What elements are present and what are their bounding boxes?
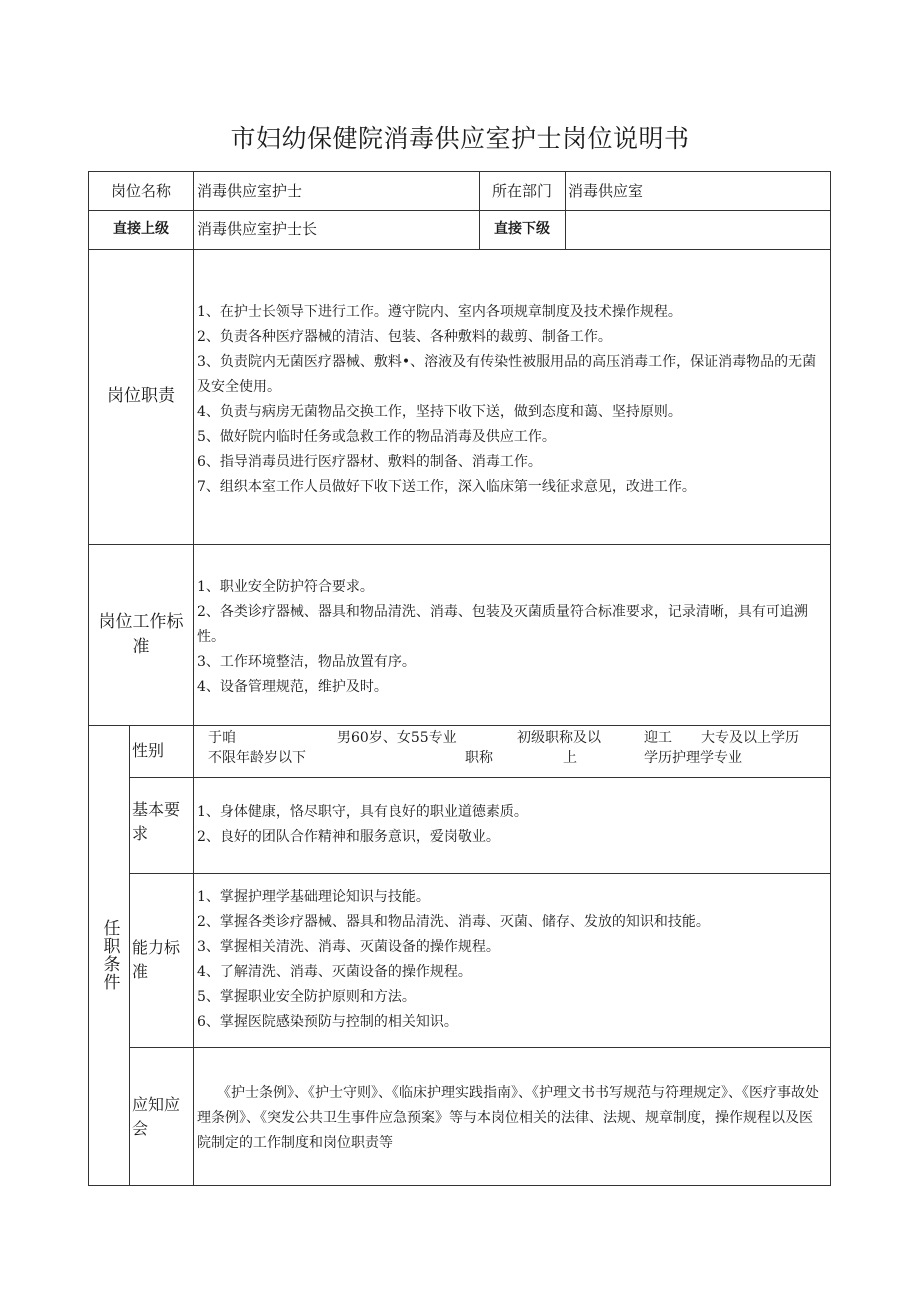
duty-item: 6、指导消毒员进行医疗器材、敷料的制备、消毒工作。	[197, 454, 542, 470]
standard-item: 3、工作环境整洁，物品放置有序。	[197, 654, 416, 670]
gender-cell-4a: 迎工	[644, 730, 672, 746]
duty-item: 1、在护士长领导下进行工作。遵守院内、室内各项规章制度及技术操作规程。	[197, 304, 682, 320]
ability-item: 2、掌握各类诊疗器械、器具和物品清洗、消毒、灭菌、储存、发放的知识和技能。	[197, 914, 710, 930]
position-name-label: 岗位名称	[110, 181, 171, 200]
superior-value: 消毒供应室护士长	[197, 220, 318, 238]
duties-label: 岗位职责	[107, 386, 175, 406]
gender-cell-3a: 初级职称及以	[517, 730, 601, 746]
qualifications-label: 任职条件	[99, 919, 120, 991]
page-title: 市妇幼保健院消毒供应室护士岗位说明书	[230, 124, 690, 153]
row-divider	[129, 1047, 830, 1048]
standards-list	[193, 575, 830, 700]
standard-item: 4、设备管理规范，维护及时。	[197, 679, 388, 695]
gender-cell-1	[208, 728, 348, 768]
standard-item: 2、各类诊疗器械、器具和物品清洗、消毒、包装及灭菌质量符合标准要求，记录清晰，具有可追溯性。	[197, 604, 808, 645]
knowledge-label: 应知应会	[132, 1095, 181, 1138]
basic-item: 2、良好的团队合作精神和服务意识，爱岗敬业。	[197, 829, 500, 845]
ability-item: 6、掌握医院感染预防与控制的相关知识。	[197, 1014, 458, 1030]
ability-label: 能力标准	[132, 938, 181, 981]
duties-list	[193, 300, 830, 500]
duty-item: 4、负责与病房无菌物品交换工作，坚持下收下送，做到态度和蔼、坚持原则。	[197, 404, 682, 420]
ability-item: 4、了解清洗、消毒、灭菌设备的操作规程。	[197, 964, 472, 980]
col-divider	[565, 172, 566, 249]
row-divider	[89, 725, 830, 726]
row-divider	[89, 249, 830, 250]
job-description-table	[88, 171, 831, 1186]
qualifications-label-cell	[89, 725, 129, 1185]
ability-item: 1、掌握护理学基础理论知识与技能。	[197, 889, 430, 905]
gender-c1b: 不限年龄岁以下	[208, 750, 306, 766]
department-value: 消毒供应室	[568, 182, 644, 200]
row-divider	[129, 777, 830, 778]
duty-item: 3、负责院内无菌医疗器械、敷料•、溶液及有传染性被服用品的高压消毒工作，保证消毒物品的无菌及安全使用。	[197, 354, 817, 395]
row-divider	[129, 873, 830, 874]
standards-label: 岗位工作标准	[98, 611, 184, 657]
gender-cell-2: 男60岁、女55专业	[337, 730, 457, 746]
standard-item: 1、职业安全防护符合要求。	[197, 579, 374, 595]
basic-item: 1、身体健康，恪尽职守，具有良好的职业道德素质。	[197, 804, 528, 820]
gender-cell-3c: 上	[563, 750, 577, 766]
ability-item: 3、掌握相关清洗、消毒、灭菌设备的操作规程。	[197, 939, 500, 955]
department-label: 所在部门	[491, 181, 552, 200]
position-name-value: 消毒供应室护士	[197, 182, 303, 200]
duty-item: 2、负责各种医疗器械的清洁、包装、各种敷料的裁剪、制备工作。	[197, 329, 612, 345]
subordinate-value	[568, 210, 828, 249]
gender-c1a: 于咱	[208, 730, 236, 746]
gender-cell-3b: 职称	[465, 750, 493, 766]
duty-item: 5、做好院内临时任务或急救工作的物品消毒及供应工作。	[197, 429, 556, 445]
gender-cell-4c: 学历护理学专业	[644, 750, 742, 766]
gender-label: 性别	[132, 741, 165, 760]
superior-label: 直接上级	[113, 221, 169, 237]
basic-list	[193, 800, 830, 850]
subordinate-label: 直接下级	[494, 221, 550, 237]
gender-cell-4b: 大专及以上学历	[701, 730, 799, 746]
basic-label: 基本要求	[132, 800, 181, 843]
row-divider	[89, 544, 830, 545]
ability-list	[193, 885, 830, 1035]
ability-item: 5、掌握职业安全防护原则和方法。	[197, 989, 416, 1005]
duty-item: 7、组织本室工作人员做好下收下送工作，深入临床第一线征求意见，改进工作。	[197, 479, 696, 495]
knowledge-text: 《护士条例》、《护士守则》、《临床护理实践指南》、《护理文书书写规范与符理规定》、《医疗事故处理条例》、《突发公共卫生事件应急预案》等与本岗位相关的法律、法规、规章制度，操作规程以及医院制定的工作制度和岗位职责等	[197, 1085, 819, 1151]
